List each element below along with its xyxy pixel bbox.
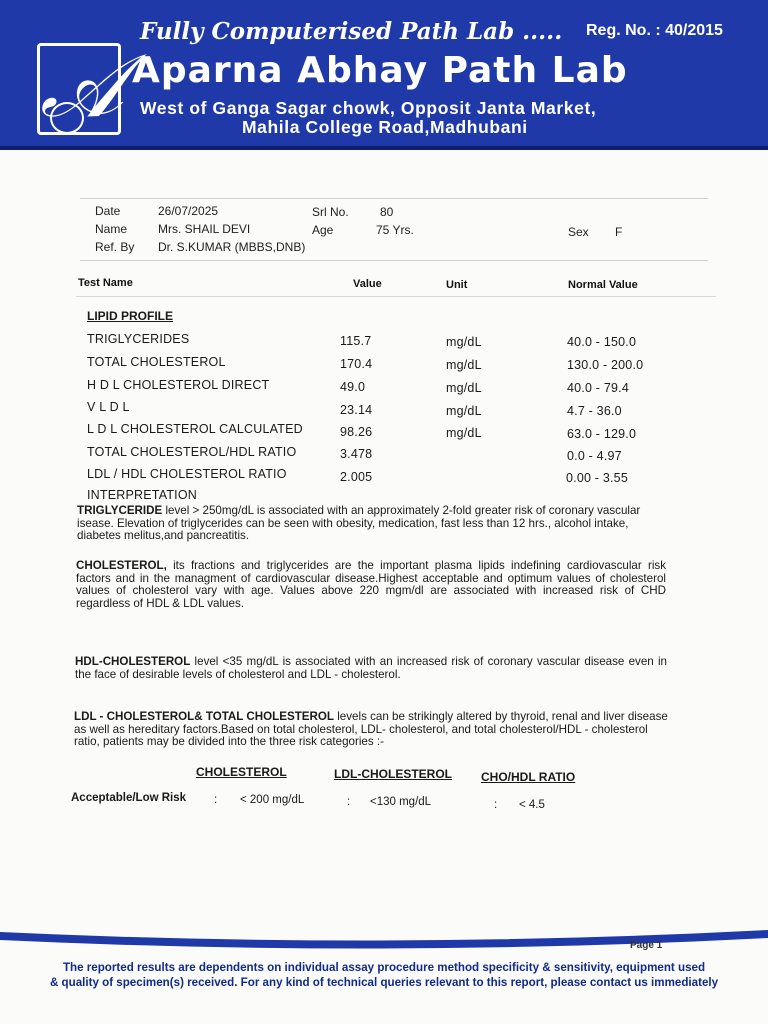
ref-label: Ref. By xyxy=(95,240,135,254)
test-value: 170.4 xyxy=(340,357,373,371)
risk-ratio-value: < 4.5 xyxy=(519,799,545,811)
test-name: TRIGLYCERIDES xyxy=(87,332,190,346)
col-value: Value xyxy=(353,278,382,290)
test-unit: mg/dL xyxy=(446,404,482,418)
lab-logo xyxy=(37,34,124,137)
section-lipid-profile: LIPID PROFILE xyxy=(87,309,174,323)
test-unit: mg/dL xyxy=(446,426,482,440)
col-unit: Unit xyxy=(446,279,468,291)
referring-doctor: Dr. S.KUMAR (MBBS,DNB) xyxy=(158,240,306,254)
report-date: 26/07/2025 xyxy=(158,204,219,218)
srl-number: 80 xyxy=(380,205,394,219)
col-normal-value: Normal Value xyxy=(568,279,638,291)
ldl-total-note xyxy=(74,711,668,749)
cholesterol-note-text: its fractions and triglycerides are the important plasma lipids indefining cardiovascular risk factors and in the managment of cardiovascular disease.Highest acceptable and optimum values of cholesterol values of cholesterol vary with age. Values above 220 mgm/dl are associated with increased risk of CHD regardless of HDL & LDL values. xyxy=(76,559,666,610)
lab-address-line1: West of Ganga Sagar chowk, Opposit Janta Market, xyxy=(140,98,597,118)
normal-range: 0.00 - 3.55 xyxy=(566,471,628,485)
ldl-total-note-heading: LDL - CHOLESTEROL& TOTAL CHOLESTEROL xyxy=(74,710,334,723)
risk-row-label: Acceptable/Low Risk xyxy=(71,792,187,804)
hdl-note xyxy=(75,656,667,681)
risk-separator: : xyxy=(214,794,218,806)
test-name: TOTAL CHOLESTEROL/HDL RATIO xyxy=(87,445,297,459)
hdl-note-heading: HDL-CHOLESTEROL xyxy=(75,655,191,668)
test-name: LDL / HDL CHOLESTEROL RATIO xyxy=(87,467,287,481)
triglyceride-note-heading: TRIGLYCERIDE xyxy=(77,504,163,517)
risk-ldl-value: <130 mg/dL xyxy=(370,796,432,808)
risk-cholesterol-value: < 200 mg/dL xyxy=(240,794,305,806)
table-header-rule xyxy=(76,296,716,297)
date-label: Date xyxy=(95,204,121,218)
name-label: Name xyxy=(95,222,128,236)
hdl-note-text: level <35 mg/dL is associated with an increased risk of coronary vascular disease even in the face of desirable levels of cholesterol and LDL - cholesterol. xyxy=(75,655,667,681)
test-name: V L D L xyxy=(87,400,130,414)
test-value: 2.005 xyxy=(340,470,373,484)
patient-sex: F xyxy=(615,225,623,239)
srl-label: Srl No. xyxy=(312,205,349,219)
normal-range: 0.0 - 4.97 xyxy=(567,449,622,463)
test-name: TOTAL CHOLESTEROL xyxy=(87,355,226,369)
test-value: 49.0 xyxy=(340,380,366,394)
footer-line2: & quality of specimen(s) received. For any kind of technical queries relevant to this report, please contact us immediately xyxy=(49,976,719,989)
risk-col-cholesterol: CHOLESTEROL xyxy=(196,765,287,779)
normal-range: 40.0 - 79.4 xyxy=(567,381,629,395)
triglyceride-note-text: level > 250mg/dL is associated with an approximately 2-fold greater risk of coronary vascular isease. Elevation of triglycerides can be seen with obesity, medication, fast less than 12 hrs., alcohol intake, diabetes melitus,and pancreatitis. xyxy=(77,504,641,542)
patient-age: 75 Yrs. xyxy=(376,223,414,237)
test-value: 98.26 xyxy=(340,425,373,439)
page-number: Page 1 xyxy=(630,940,663,951)
test-name: L D L CHOLESTEROL CALCULATED xyxy=(87,422,303,436)
test-unit: mg/dL xyxy=(446,358,482,372)
lab-name: Aparna Abhay Path Lab xyxy=(132,50,628,91)
age-label: Age xyxy=(312,223,334,237)
normal-range: 4.7 - 36.0 xyxy=(567,404,622,418)
cholesterol-note xyxy=(76,560,666,610)
footer-disclaimer xyxy=(0,960,768,990)
patient-rule-bottom xyxy=(80,260,708,261)
header-divider xyxy=(0,146,768,150)
logo-letter-a: 𝒜 xyxy=(40,34,124,137)
patient-name: Mrs. SHAIL DEVI xyxy=(158,222,251,236)
logo-ring xyxy=(50,102,84,134)
test-value: 23.14 xyxy=(340,403,373,417)
test-value: 3.478 xyxy=(340,447,373,461)
risk-col-ratio: CHO/HDL RATIO xyxy=(481,770,576,784)
normal-range: 63.0 - 129.0 xyxy=(567,427,637,441)
test-name: H D L CHOLESTEROL DIRECT xyxy=(87,378,270,392)
lab-address-line2: Mahila College Road,Madhubani xyxy=(242,117,528,137)
interpretation-label: INTERPRETATION xyxy=(87,488,197,502)
test-unit: mg/dL xyxy=(446,381,482,395)
cholesterol-note-heading: CHOLESTEROL, xyxy=(76,559,167,572)
risk-separator: : xyxy=(347,796,351,808)
test-unit: mg/dL xyxy=(446,335,482,349)
registration-number: Reg. No. : 40/2015 xyxy=(586,22,723,39)
risk-col-ldl: LDL-CHOLESTEROL xyxy=(334,767,452,781)
triglyceride-note xyxy=(77,505,665,543)
normal-range: 40.0 - 150.0 xyxy=(567,335,637,349)
sex-label: Sex xyxy=(568,225,589,239)
lab-tagline: Fully Computerised Path Lab ..... xyxy=(140,18,563,45)
lab-header xyxy=(0,0,768,148)
col-test-name: Test Name xyxy=(78,277,133,289)
risk-separator: : xyxy=(494,799,498,811)
footer-line1: The reported results are dependents on individual assay procedure method specificity & sensitivity, equipment used xyxy=(62,961,706,974)
ldl-total-note-text: levels can be strikingly altered by thyroid, renal and liver disease as well as hereditary factors.Based on total cholesterol, LDL- cholesterol, and total cholesterol/HDL - cholesterol ratio, patients may be divided into the three risk categories :- xyxy=(74,710,668,748)
patient-rule-top xyxy=(80,198,708,199)
test-value: 115.7 xyxy=(340,334,372,348)
normal-range: 130.0 - 200.0 xyxy=(567,358,644,372)
